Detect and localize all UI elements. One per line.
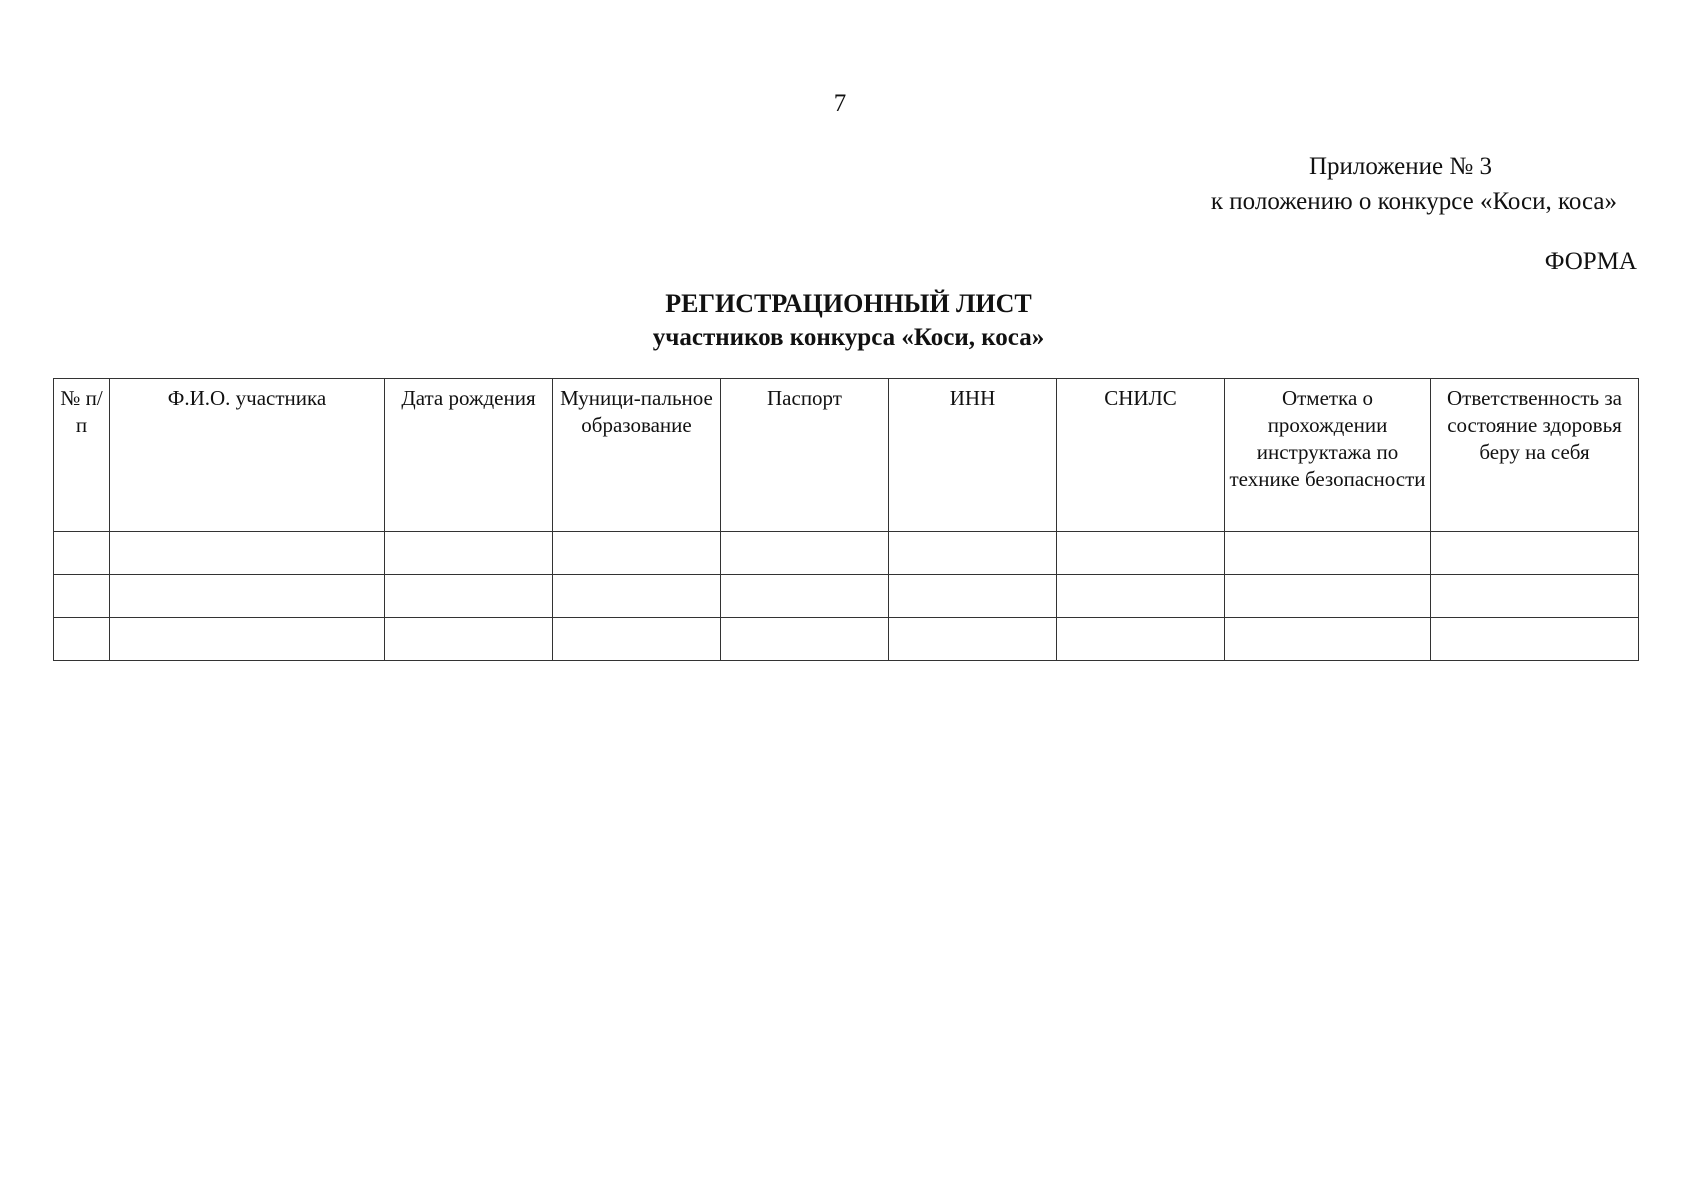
table-cell [553,618,721,661]
table-cell [54,618,110,661]
table-cell [54,532,110,575]
registration-table [53,378,1639,661]
header-inn: ИНН [889,379,1057,532]
table-cell [1057,618,1225,661]
table-cell [553,575,721,618]
page-number: 7 [833,90,847,117]
appendix-line-1: Приложение № 3 [1308,153,1492,180]
table-row [54,575,1639,618]
form-label: ФОРМА [1544,248,1637,275]
table-cell [1225,532,1431,575]
table-cell [721,575,889,618]
table-cell [553,532,721,575]
table-cell [54,575,110,618]
header-safety-briefing: Отметка о прохождении инструктажа по технике безопасности [1225,379,1431,532]
appendix-line-2: к положению о конкурсе «Коси, коса» [1210,188,1617,215]
header-municipality: Муници-пальное образование [553,379,721,532]
header-health-responsibility: Ответственность за состояние здоровья беру на себя [1431,379,1639,532]
table-cell [385,532,553,575]
header-number: № п/п [54,379,110,532]
header-snils: СНИЛС [1057,379,1225,532]
table-cell [721,618,889,661]
header-birth-date: Дата рождения [385,379,553,532]
table-cell [1225,618,1431,661]
table-cell [385,618,553,661]
header-full-name: Ф.И.О. участника [110,379,385,532]
table-cell [1225,575,1431,618]
table-cell [1431,532,1639,575]
table-cell [110,532,385,575]
table-header-row [54,379,1639,532]
table-cell [889,532,1057,575]
table-cell [1057,532,1225,575]
table-cell [385,575,553,618]
table-cell [889,575,1057,618]
table-row [54,532,1639,575]
document-title: РЕГИСТРАЦИОННЫЙ ЛИСТ [665,289,1032,318]
table-cell [1057,575,1225,618]
table-cell [110,575,385,618]
table-cell [110,618,385,661]
header-passport: Паспорт [721,379,889,532]
table-cell [1431,575,1639,618]
table-cell [889,618,1057,661]
document-subtitle: участников конкурса «Коси, коса» [652,324,1045,351]
table-row [54,618,1639,661]
table-cell [1431,618,1639,661]
table-cell [721,532,889,575]
